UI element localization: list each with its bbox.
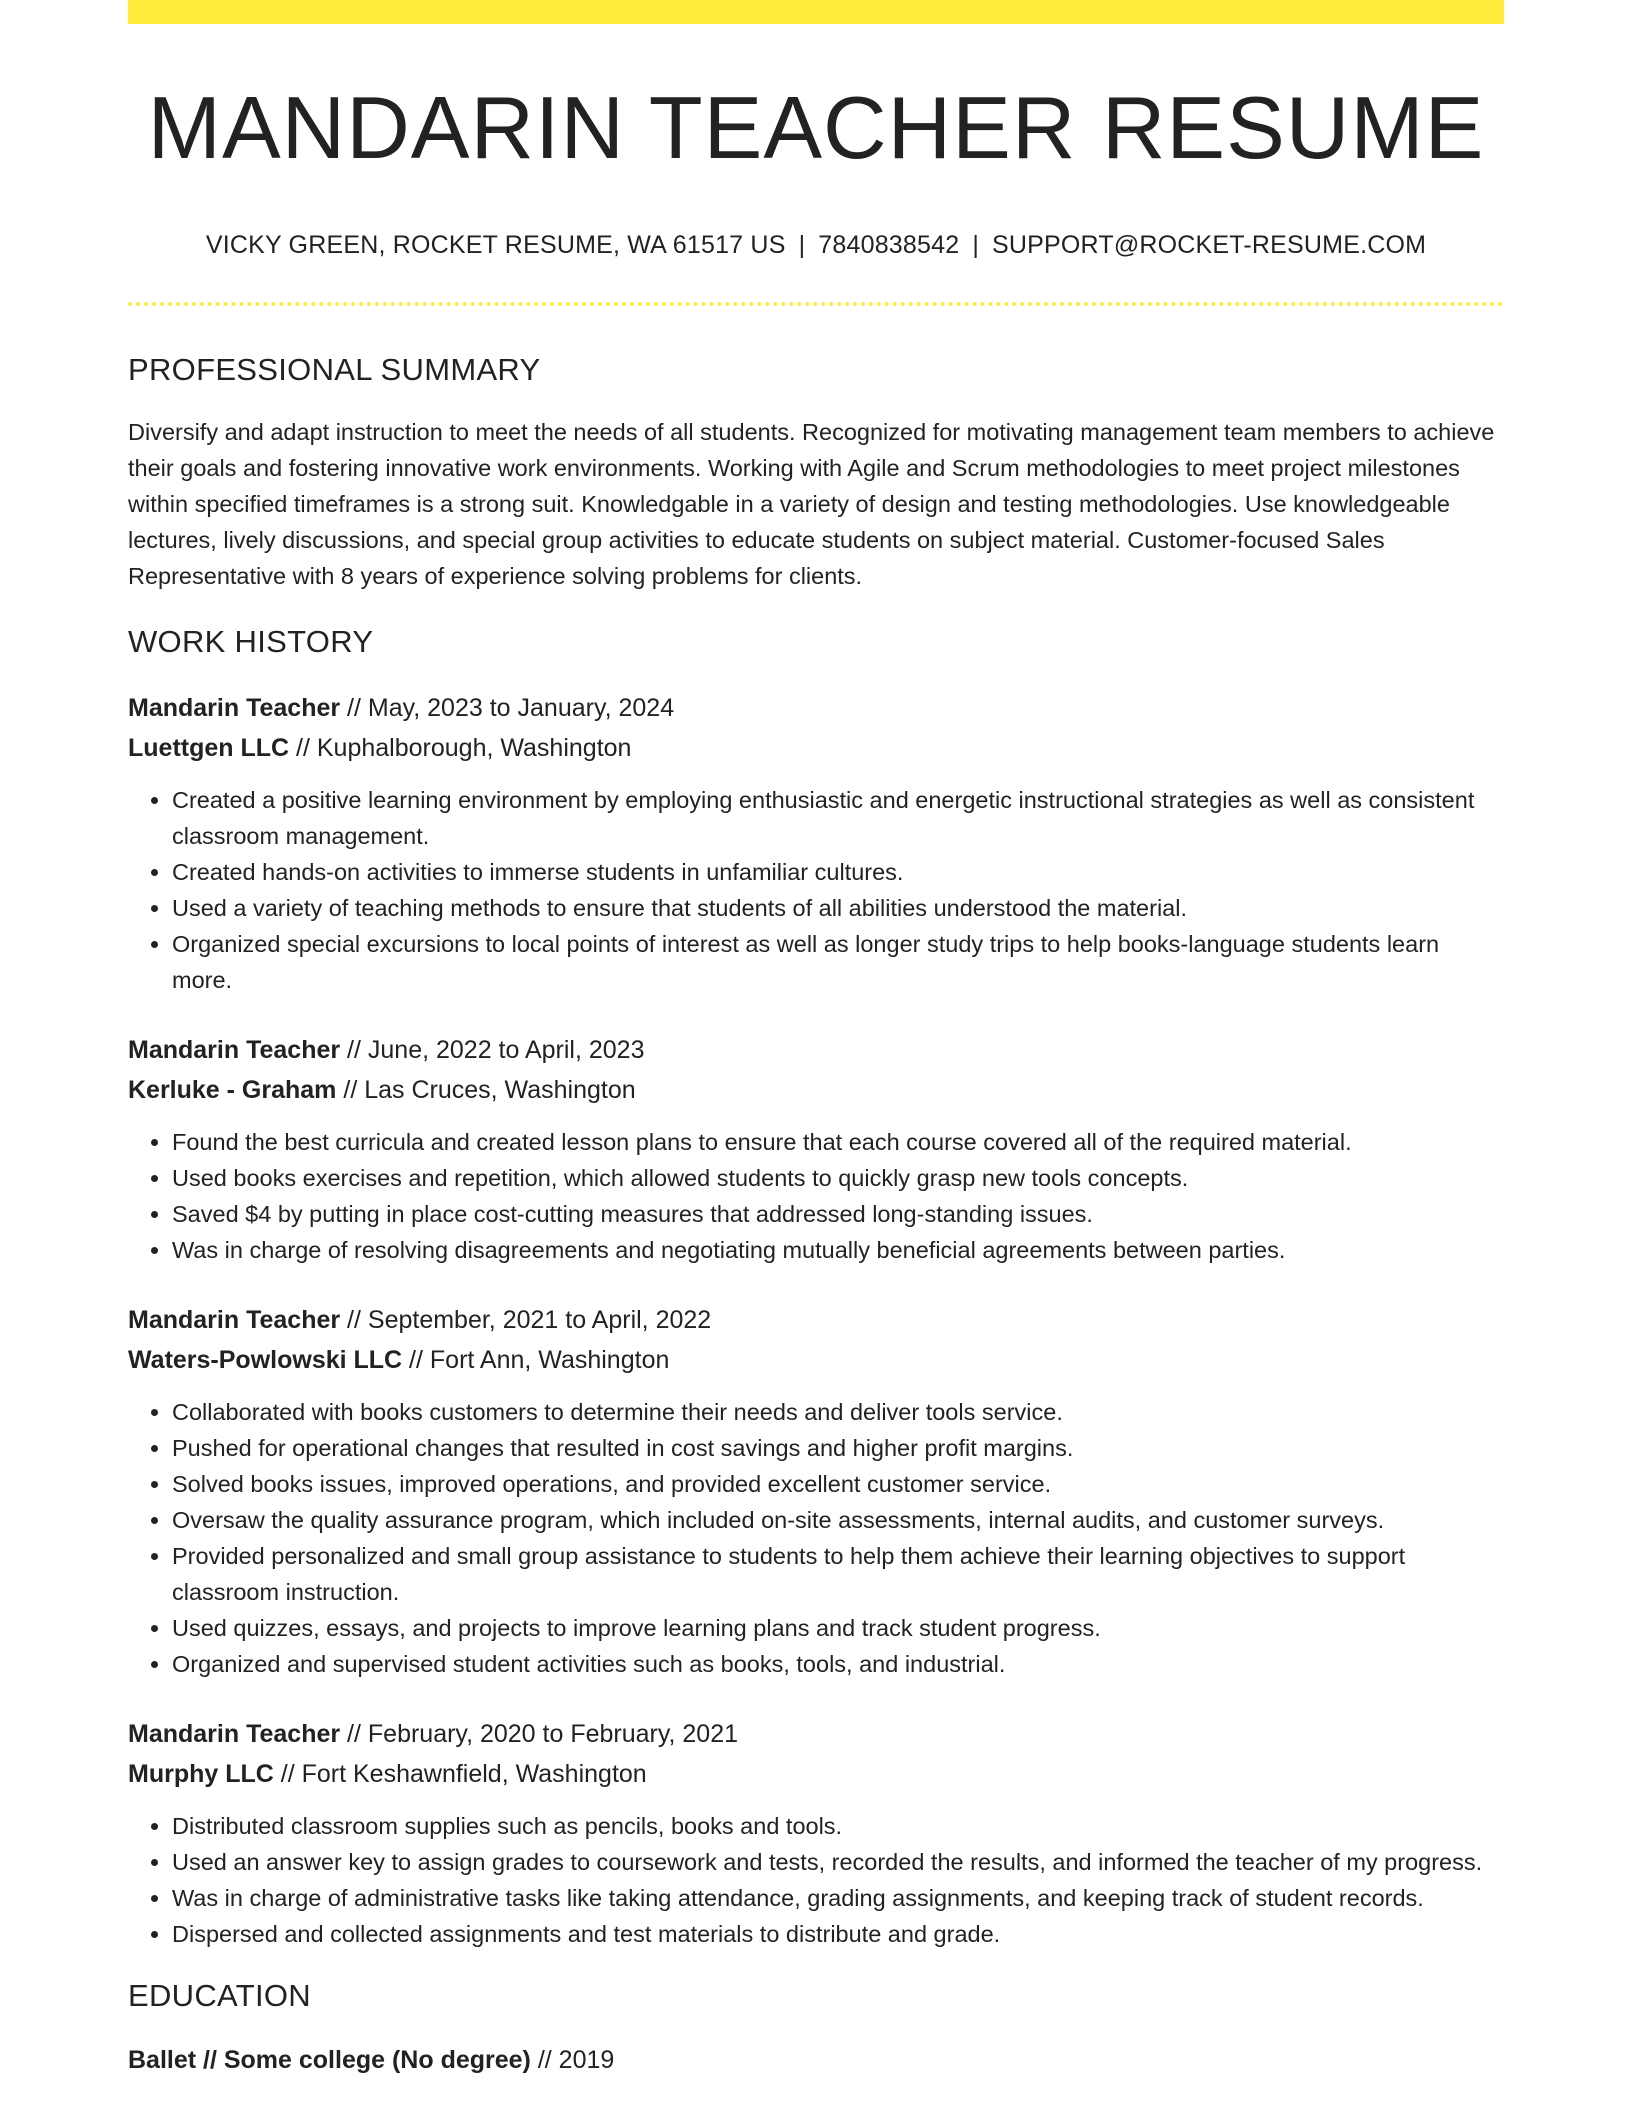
contact-line xyxy=(128,231,1504,260)
job-location: // Fort Ann, Washington xyxy=(402,1345,670,1374)
job-bullet: • Distributed classroom supplies such as pencils, books and tools. xyxy=(172,1808,1504,1844)
job-bullet: • Used books exercises and repetition, which allowed students to quickly grasp new tools concepts. xyxy=(172,1160,1504,1196)
education-heading: EDUCATION xyxy=(128,1977,311,2013)
work-history-heading: WORK HISTORY xyxy=(128,623,374,659)
summary-text: Diversify and adapt instruction to meet the needs of all students. Recognized for motivating management team members to achieve their goals and fostering innovative work environments. Working with Agile and Scrum methodologies to meet project milestones within specified timeframes is a strong suit. Knowledgable in a variety of design and testing methodologies. Use knowledgeable lectures, lively discussions, and special group activities to educate students on subject material. Customer-focused Sales Representative with 8 years of experience solving problems for clients. xyxy=(128,418,1495,589)
job-company-line xyxy=(128,1070,1504,1110)
job-bullet: • Was in charge of administrative tasks like taking attendance, grading assignments, and keeping track of student records. xyxy=(172,1880,1504,1916)
job-company: Kerluke - Graham xyxy=(128,1075,337,1104)
education-year: // 2019 xyxy=(530,2045,615,2074)
job-bullet: • Solved books issues, improved operations, and provided excellent customer service. xyxy=(172,1466,1504,1502)
job-bullet: • Provided personalized and small group assistance to students to help them achieve their learning objectives to support classroom instruction. xyxy=(172,1538,1504,1610)
contact-email: SUPPORT@ROCKET-RESUME.COM xyxy=(992,230,1427,259)
accent-top-bar xyxy=(128,0,1504,24)
header-divider xyxy=(128,302,1504,306)
job-company-line xyxy=(128,1340,1504,1380)
job-dates: // May, 2023 to January, 2024 xyxy=(340,693,675,722)
job-bullet: • Found the best curricula and created lesson plans to ensure that each course covered all of the required material. xyxy=(172,1124,1504,1160)
job-entry xyxy=(128,1714,1504,1952)
job-bullet: • Created hands-on activities to immerse students in unfamiliar cultures. xyxy=(172,854,1504,890)
job-title: Mandarin Teacher xyxy=(128,1305,341,1334)
resume-page xyxy=(128,0,1504,2080)
job-entry xyxy=(128,1300,1504,1682)
job-bullet: • Organized special excursions to local points of interest as well as longer study trips to help books-language students learn more. xyxy=(172,926,1504,998)
job-dates: // February, 2020 to February, 2021 xyxy=(340,1719,739,1748)
job-title: Mandarin Teacher xyxy=(128,1719,341,1748)
job-title-line xyxy=(128,1714,1504,1754)
job-location: // Kuphalborough, Washington xyxy=(289,733,632,762)
job-title-line xyxy=(128,688,1504,728)
job-title: Mandarin Teacher xyxy=(128,693,341,722)
contact-separator: | xyxy=(798,230,806,259)
job-company: Waters-Powlowski LLC xyxy=(128,1345,403,1374)
summary-heading: PROFESSIONAL SUMMARY xyxy=(128,351,541,387)
job-location: // Fort Keshawnfield, Washington xyxy=(273,1759,647,1788)
job-bullet-list xyxy=(128,1124,1504,1268)
job-title: Mandarin Teacher xyxy=(128,1035,341,1064)
education-entry xyxy=(128,2040,1504,2080)
job-title-line xyxy=(128,1300,1504,1340)
job-entry xyxy=(128,688,1504,998)
job-bullet-list xyxy=(128,782,1504,998)
job-bullet: • Pushed for operational changes that resulted in cost savings and higher profit margins. xyxy=(172,1430,1504,1466)
education-degree: Ballet // Some college (No degree) xyxy=(128,2045,531,2074)
contact-address: VICKY GREEN, ROCKET RESUME, WA 61517 US xyxy=(205,230,786,259)
job-bullet: • Oversaw the quality assurance program, which included on-site assessments, internal audits, and customer surveys. xyxy=(172,1502,1504,1538)
job-entry xyxy=(128,1030,1504,1268)
job-company-line xyxy=(128,728,1504,768)
job-bullet: • Used a variety of teaching methods to ensure that students of all abilities understood the material. xyxy=(172,890,1504,926)
job-bullet: • Was in charge of resolving disagreements and negotiating mutually beneficial agreements between parties. xyxy=(172,1232,1504,1268)
job-bullet-list xyxy=(128,1808,1504,1952)
job-bullet: • Saved $4 by putting in place cost-cutting measures that addressed long-standing issues. xyxy=(172,1196,1504,1232)
job-company: Luettgen LLC xyxy=(128,733,290,762)
job-bullet: • Organized and supervised student activities such as books, tools, and industrial. xyxy=(172,1646,1504,1682)
job-company-line xyxy=(128,1754,1504,1794)
job-bullet: • Dispersed and collected assignments and test materials to distribute and grade. xyxy=(172,1916,1504,1952)
contact-phone: 7840838542 xyxy=(818,230,960,259)
resume-title: MANDARIN TEACHER RESUME xyxy=(147,78,1485,177)
job-dates: // June, 2022 to April, 2023 xyxy=(340,1035,645,1064)
job-bullet: • Collaborated with books customers to determine their needs and deliver tools service. xyxy=(172,1394,1504,1430)
job-bullet: • Used an answer key to assign grades to coursework and tests, recorded the results, and informed the teacher of my progress. xyxy=(172,1844,1504,1880)
job-location: // Las Cruces, Washington xyxy=(336,1075,636,1104)
job-company: Murphy LLC xyxy=(128,1759,274,1788)
job-bullet: • Created a positive learning environment by employing enthusiastic and energetic instructional strategies as well as consistent classroom management. xyxy=(172,782,1504,854)
contact-separator: | xyxy=(972,230,980,259)
job-bullet-list xyxy=(128,1394,1504,1682)
job-title-line xyxy=(128,1030,1504,1070)
job-list xyxy=(128,688,1504,1952)
job-bullet: • Used quizzes, essays, and projects to improve learning plans and track student progress. xyxy=(172,1610,1504,1646)
education-list xyxy=(128,2040,1504,2080)
job-dates: // September, 2021 to April, 2022 xyxy=(340,1305,712,1334)
